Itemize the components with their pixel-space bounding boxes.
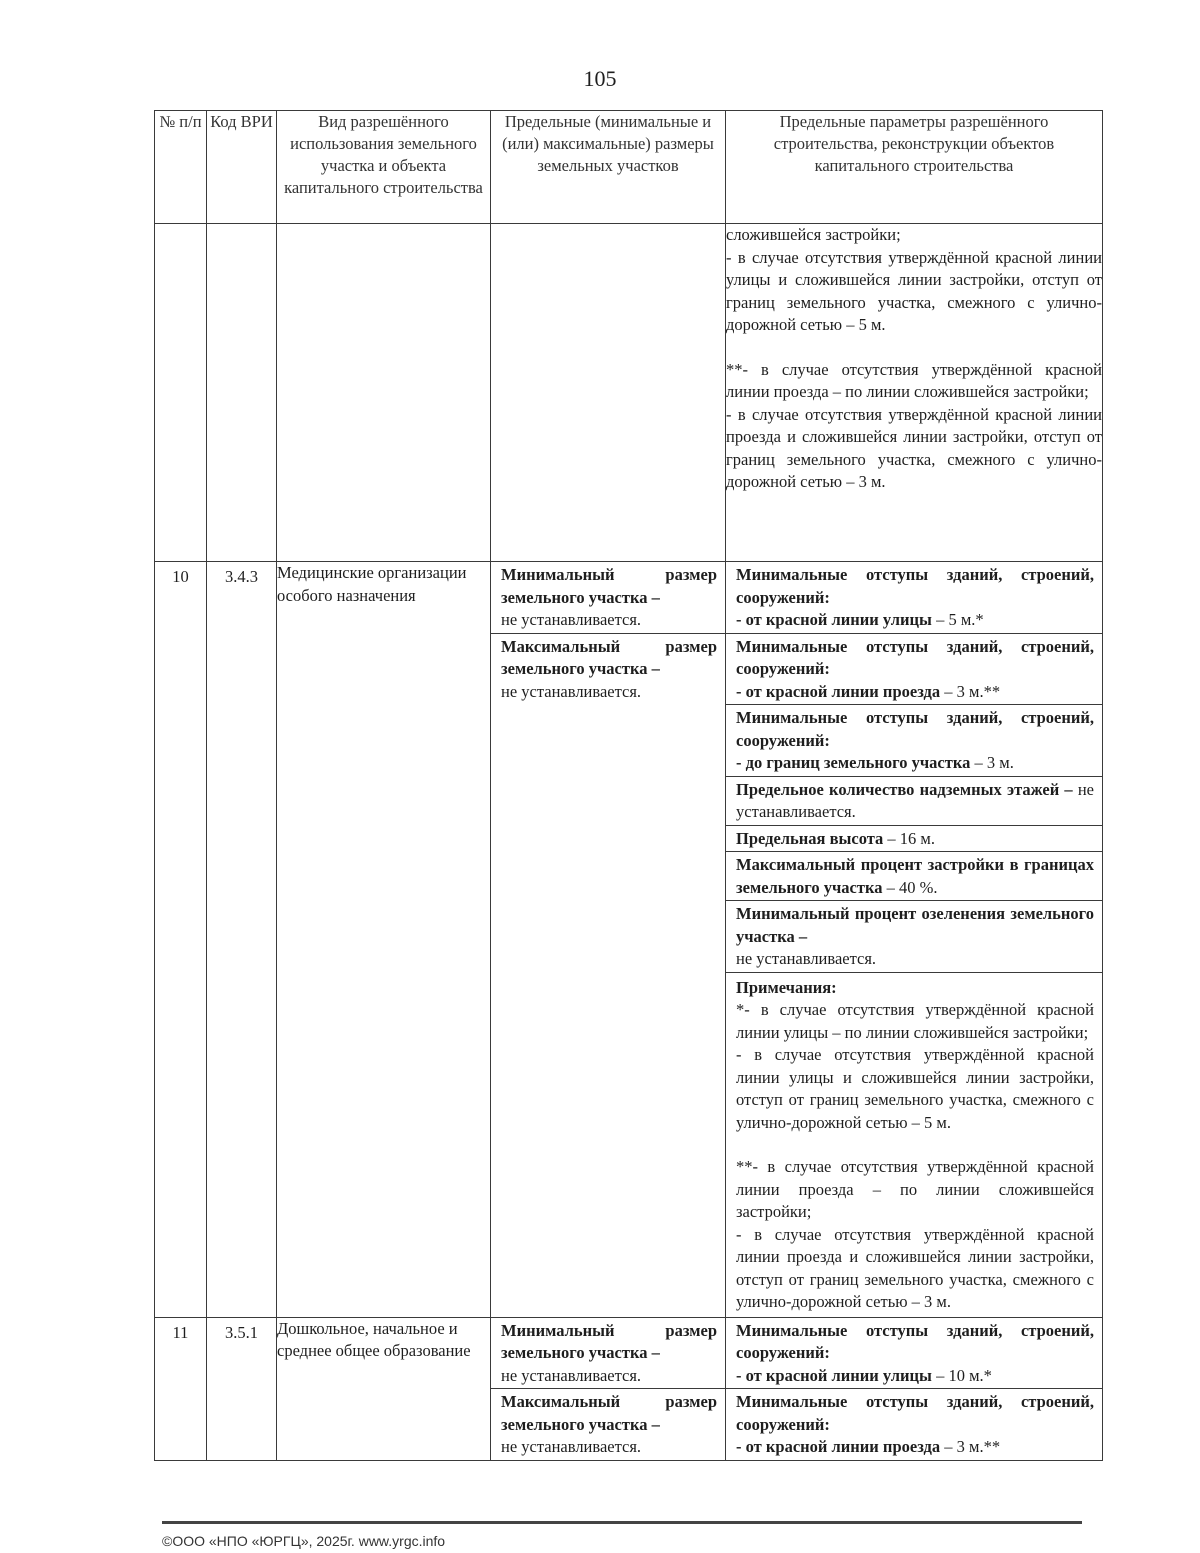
note-4: - в случае отсутствия утверждённой красной линии проезда и сложившейся линии застройки, отступ от границ земельного участка, смежного с улично-дорожной сетью – 3 м. [736, 1224, 1094, 1311]
row10-min-size-label: Минимальный размер земельного участка – [501, 565, 717, 607]
header-build-params: Предельные параметры разрешённого строительства, реконструкции объектов капитального строительства [726, 111, 1103, 224]
param-label: Предельное количество надземных этажей – [736, 779, 1073, 799]
param-label: Минимальные отступы зданий, строений, сооружений: [736, 1392, 1094, 1434]
page-number: 105 [583, 66, 617, 91]
header-use-type: Вид разрешённого использования земельного участка и объекта капитального строительства [277, 111, 491, 224]
row11-size-cell [491, 1317, 726, 1460]
row11-param-setback-street [726, 1318, 1102, 1389]
row11-max-size-label: Максимальный размер земельного участка – [501, 1392, 717, 1434]
row11-min-size [491, 1318, 725, 1389]
param-label: Минимальные отступы зданий, строений, сооружений: [736, 1320, 1094, 1362]
param-label: Минимальные отступы зданий, строений, сооружений: [736, 565, 1094, 607]
row10-max-size-value: не устанавливается. [501, 681, 642, 701]
param-value: – 3 м.** [940, 681, 1001, 701]
row10-code: 3.4.3 [207, 562, 277, 1318]
param-sub: - от красной линии проезда [736, 681, 941, 701]
param-sub: - от красной линии улицы [736, 1365, 932, 1385]
param-sub: - до границ земельного участка [736, 753, 971, 772]
param-value: не устанавливается. [736, 779, 1094, 821]
header-code: Код ВРИ [207, 111, 277, 224]
param-label: Минимальный процент озеленения земельного участка – [736, 904, 1094, 946]
row11-param-setback-driveway [726, 1388, 1102, 1460]
param-sub: - от красной линии улицы [736, 610, 932, 629]
header-number: № п/п [155, 111, 207, 224]
footer-divider [162, 1521, 1082, 1524]
row10-param-greenery [726, 900, 1102, 972]
note-3: **- в случае отсутствия утверждённой красной линии проезда – по линии сложившейся застройки; [736, 1157, 1094, 1221]
cont-paragraph-1: сложившейся застройки; [726, 225, 901, 244]
note-1: *- в случае отсутствия утверждённой красной линии улицы – по линии сложившейся застройки; [736, 1000, 1094, 1042]
param-label: Максимальный процент застройки в границах земельного участка [736, 855, 1094, 897]
row10-param-setback-driveway [726, 633, 1102, 705]
row10-param-setback-boundary [726, 704, 1102, 776]
param-value: – 16 м. [883, 828, 935, 848]
table-row-10 [155, 562, 1103, 1318]
row11-min-size-label: Минимальный размер земельного участка – [501, 1320, 717, 1362]
row10-size-cell [491, 562, 726, 1318]
row11-max-size-value: не устанавливается. [501, 1437, 642, 1456]
row11-number: 11 [155, 1317, 207, 1460]
row10-min-size-value: не устанавливается. [501, 610, 642, 629]
param-value: не устанавливается. [736, 949, 877, 968]
cont-use-cell [277, 224, 491, 562]
zoning-regulations-table [154, 110, 1103, 1461]
param-value: – 10 м.* [931, 1365, 992, 1385]
table-row-11 [155, 1317, 1103, 1460]
cont-paragraph-4: - в случае отсутствия утверждённой красной линии проезда и сложившейся линии застройки, отступ от границ земельного участка, смежного с улично-дорожной сетью – 3 м. [726, 404, 1102, 491]
row10-min-size [491, 562, 725, 633]
header-plot-size: Предельные (минимальные и (или) максимальные) размеры земельных участков [491, 111, 726, 224]
cont-number-cell [155, 224, 207, 562]
row10-param-height [726, 825, 1102, 852]
row10-param-coverage [726, 851, 1102, 900]
param-label: Минимальные отступы зданий, строений, сооружений: [736, 636, 1094, 678]
param-value: – 40 %. [882, 877, 938, 897]
row10-param-setback-street [726, 562, 1102, 633]
table-header-row [155, 111, 1103, 224]
row11-max-size [491, 1388, 725, 1460]
row10-param-floors [726, 776, 1102, 825]
param-value: – 3 м. [970, 753, 1014, 772]
row11-params-cell [726, 1317, 1103, 1460]
row10-max-size-label: Максимальный размер земельного участка – [501, 636, 717, 678]
cont-paragraph-2: - в случае отсутствия утверждённой красной линии улицы и сложившейся линии застройки, отступ от границ земельного участка, смежного с улично-дорожной сетью – 5 м. [726, 247, 1102, 334]
cont-paragraph-3: **- в случае отсутствия утверждённой красной линии проезда – по линии сложившейся застройки; [726, 359, 1102, 401]
row10-max-size [491, 633, 725, 705]
footer-copyright: ©ООО «НПО «ЮРГЦ», 2025г. www.yrgc.info [162, 1533, 446, 1549]
param-value: – 5 м.* [931, 610, 984, 629]
row11-min-size-value: не устанавливается. [501, 1365, 642, 1385]
row10-number: 10 [155, 562, 207, 1318]
cont-code-cell [207, 224, 277, 562]
param-label: Минимальные отступы зданий, строений, сооружений: [736, 708, 1094, 750]
notes-title: Примечания: [736, 977, 837, 997]
param-value: – 3 м.** [940, 1437, 1001, 1456]
row10-params-cell [726, 562, 1103, 1318]
row11-use-name: Дошкольное, начальное и среднее общее образование [277, 1317, 491, 1460]
cont-params-cell [726, 224, 1103, 562]
cont-size-cell [491, 224, 726, 562]
continuation-row [155, 224, 1103, 562]
param-sub: - от красной линии проезда [736, 1437, 941, 1456]
row10-use-name: Медицинские организации особого назначения [277, 562, 491, 1318]
note-2: - в случае отсутствия утверждённой красной линии улицы и сложившейся линии застройки, отступ от границ земельного участка, смежного с улично-дорожной сетью – 5 м. [736, 1045, 1094, 1132]
row11-code: 3.5.1 [207, 1317, 277, 1460]
row10-notes [726, 972, 1102, 1317]
param-label: Предельная высота [736, 828, 884, 848]
